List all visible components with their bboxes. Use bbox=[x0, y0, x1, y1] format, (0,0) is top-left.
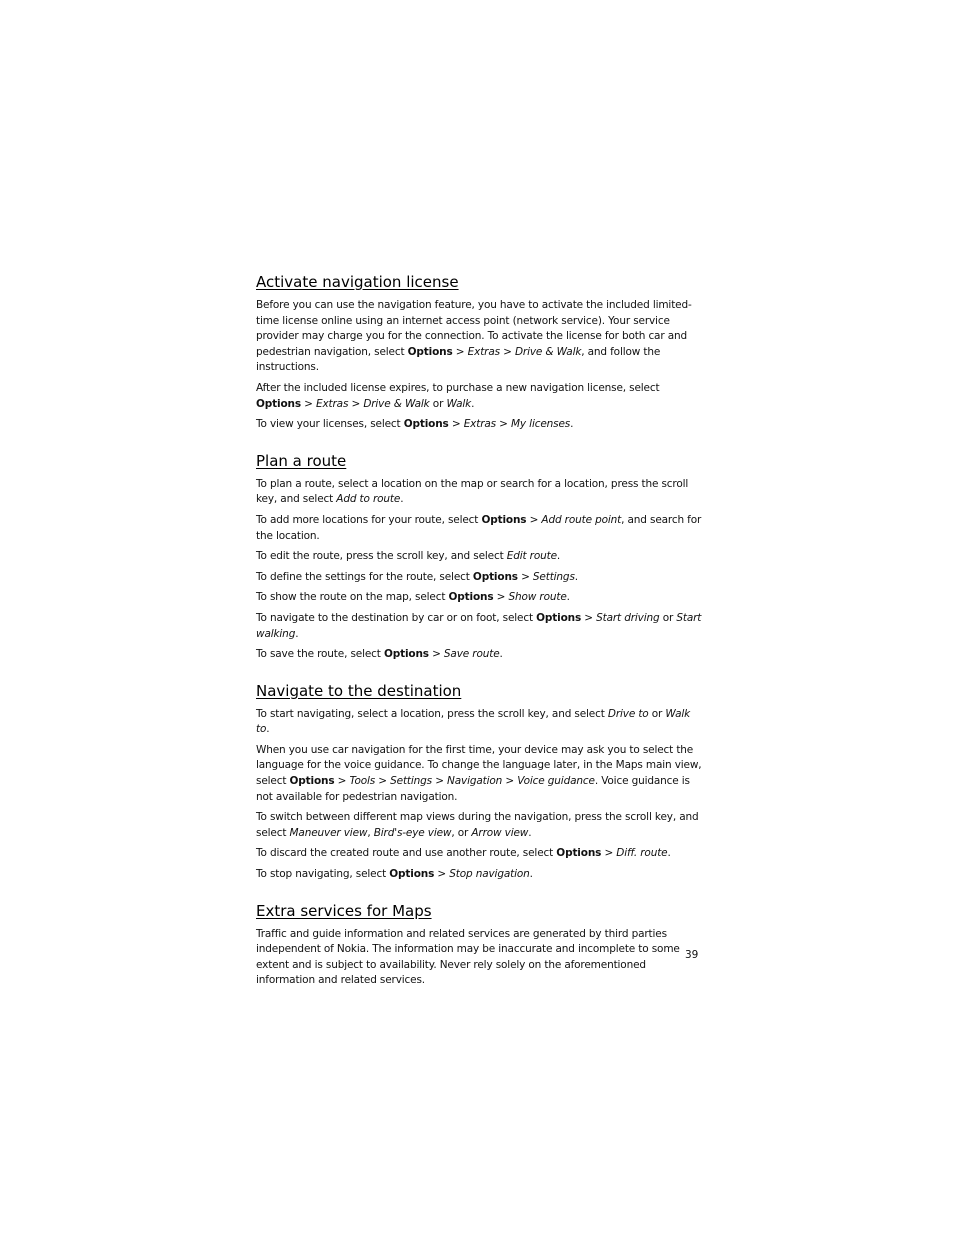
text-run: To switch between different map views during the navigation, press the scroll key, and select bbox=[256, 811, 699, 839]
paragraph bbox=[256, 549, 702, 565]
menu-command: Options bbox=[472, 570, 518, 583]
paragraph bbox=[256, 417, 702, 433]
text-run: When you use car navigation for the first time, your device may ask you to select the language for the voice guidance. To change the language later, in the Maps main view, select bbox=[256, 743, 702, 788]
text-run: > bbox=[375, 775, 391, 788]
menu-command: Options bbox=[481, 513, 527, 526]
paragraph bbox=[256, 743, 702, 805]
menu-option: Start driving bbox=[596, 611, 660, 624]
text-run: > bbox=[493, 591, 509, 604]
text-run: To plan a route, select a location on the map or search for a location, press the scroll key, and select bbox=[256, 477, 689, 506]
text-run: To discard the created route and use another route, select bbox=[256, 847, 557, 860]
text-run: . bbox=[529, 868, 533, 881]
text-run: , and search for the location. bbox=[256, 513, 702, 542]
section-body bbox=[256, 477, 702, 663]
text-run: To navigate to the destination by car or on foot, select bbox=[256, 611, 537, 624]
paragraph bbox=[256, 810, 702, 841]
text-run: Before you can use the navigation feature, you have to activate the included limited-time license online using an internet access point (network service). Your service provider may charge you for the connection. To activate the license for both car and pedestrian navigation, select bbox=[256, 299, 692, 358]
menu-command: Options bbox=[256, 397, 301, 410]
text-run: > bbox=[348, 397, 364, 410]
paragraph bbox=[256, 707, 702, 738]
text-run: > bbox=[428, 648, 444, 661]
text-run: > bbox=[448, 418, 464, 431]
menu-command: Options bbox=[389, 868, 435, 881]
paragraph bbox=[256, 513, 702, 544]
menu-option: Maneuver view bbox=[289, 826, 368, 839]
menu-option: Drive & Walk bbox=[514, 345, 582, 358]
menu-option: Add route point bbox=[541, 513, 622, 526]
menu-option: Start walking bbox=[256, 611, 702, 640]
section-body bbox=[256, 707, 702, 883]
text-run: > bbox=[452, 345, 468, 358]
paragraph bbox=[256, 927, 702, 989]
text-run: > bbox=[434, 868, 450, 881]
paragraph bbox=[256, 570, 702, 586]
paragraph bbox=[256, 611, 702, 642]
menu-option: Drive & Walk bbox=[363, 397, 430, 410]
menu-option: Extras bbox=[315, 397, 349, 410]
menu-option: Drive to bbox=[607, 707, 649, 720]
menu-option: Settings bbox=[390, 775, 432, 788]
text-run: To define the settings for the route, select bbox=[256, 570, 473, 583]
menu-option: Bird's-eye view bbox=[373, 826, 452, 839]
text-run: To show the route on the map, select bbox=[256, 591, 449, 604]
text-run: To add more locations for your route, select bbox=[256, 513, 482, 526]
menu-command: Options bbox=[536, 611, 582, 624]
menu-command: Options bbox=[407, 345, 453, 358]
menu-option: Edit route bbox=[506, 550, 557, 563]
text-run: Traffic and guide information and related services are generated by third parties independent of Nokia. The information may be inaccurate and incomplete to some extent and is subject to availability. Never rely solely on the aforementioned information and related services. bbox=[256, 927, 680, 987]
text-run: . bbox=[266, 723, 270, 736]
menu-command: Options bbox=[448, 591, 494, 604]
paragraph bbox=[256, 846, 702, 862]
menu-option: Navigation bbox=[447, 775, 503, 788]
menu-option: Save route bbox=[443, 648, 500, 661]
menu-option: Diff. route bbox=[616, 847, 668, 860]
text-run: . bbox=[471, 397, 475, 410]
text-run: To stop navigating, select bbox=[256, 868, 390, 881]
paragraph bbox=[256, 647, 702, 663]
text-run: or bbox=[648, 707, 666, 720]
paragraph bbox=[256, 590, 702, 606]
menu-command: Options bbox=[556, 847, 602, 860]
section-heading: Extra services for Maps bbox=[256, 901, 432, 920]
text-run: After the included license expires, to purchase a new navigation license, select bbox=[256, 381, 660, 394]
menu-command: Options bbox=[383, 648, 429, 661]
menu-option: Show route bbox=[508, 591, 567, 604]
text-run: To start navigating, select a location, press the scroll key, and select bbox=[256, 707, 608, 720]
menu-option: Add to route bbox=[336, 493, 401, 506]
text-run: . bbox=[400, 493, 404, 506]
text-run: > bbox=[334, 775, 350, 788]
section-heading: Plan a route bbox=[256, 451, 347, 470]
menu-option: Stop navigation bbox=[449, 868, 530, 881]
section-navigate-destination bbox=[256, 681, 702, 883]
text-run: . bbox=[528, 826, 532, 839]
text-run: To save the route, select bbox=[256, 648, 384, 661]
text-run: > bbox=[517, 570, 533, 583]
menu-option: Voice guidance bbox=[517, 775, 595, 788]
text-run: . bbox=[556, 550, 561, 563]
text-run: > bbox=[526, 513, 542, 526]
text-run: or bbox=[659, 611, 677, 624]
text-run: , or bbox=[451, 826, 472, 839]
menu-option: Walk to bbox=[256, 707, 691, 736]
text-run: To edit the route, press the scroll key, and select bbox=[256, 550, 507, 563]
section-heading: Activate navigation license bbox=[256, 273, 459, 291]
text-run: . Voice guidance is not available for pedestrian navigation. bbox=[256, 775, 690, 803]
paragraph bbox=[256, 381, 702, 412]
text-run: To view your licenses, select bbox=[256, 418, 404, 431]
text-run: . bbox=[295, 627, 299, 640]
menu-command: Options bbox=[289, 775, 335, 788]
paragraph bbox=[256, 298, 702, 376]
section-body bbox=[256, 298, 702, 433]
text-run: . bbox=[570, 418, 574, 431]
text-run: > bbox=[300, 397, 316, 410]
paragraph bbox=[256, 477, 702, 508]
text-run: > bbox=[502, 775, 518, 788]
menu-option: Walk bbox=[446, 397, 472, 410]
section-activate-license bbox=[256, 272, 702, 433]
text-run: > bbox=[495, 418, 512, 431]
text-run: > bbox=[432, 775, 448, 788]
text-run: > bbox=[499, 345, 515, 358]
page-number: 39 bbox=[685, 949, 699, 961]
text-run: > bbox=[581, 611, 597, 624]
section-heading: Navigate to the destination bbox=[256, 681, 462, 700]
menu-command: Options bbox=[403, 418, 449, 431]
paragraph bbox=[256, 867, 702, 883]
section-plan-route bbox=[256, 451, 702, 663]
menu-option: Extras bbox=[467, 345, 500, 358]
section-extra-services bbox=[256, 901, 702, 989]
text-run: . bbox=[667, 847, 671, 860]
manual-page-content bbox=[256, 272, 702, 1007]
menu-option: My licenses bbox=[511, 418, 571, 431]
section-body bbox=[256, 927, 702, 989]
text-run: . bbox=[574, 570, 578, 583]
menu-option: Settings bbox=[532, 570, 575, 583]
menu-option: Tools bbox=[349, 775, 376, 788]
text-run: > bbox=[601, 847, 617, 860]
text-run: , bbox=[367, 826, 374, 839]
menu-option: Arrow view bbox=[471, 826, 529, 839]
text-run: . bbox=[499, 648, 503, 661]
text-run: , and follow the instructions. bbox=[256, 345, 661, 374]
menu-option: Extras bbox=[463, 418, 496, 431]
text-run: . bbox=[566, 591, 570, 604]
text-run: or bbox=[429, 397, 447, 410]
